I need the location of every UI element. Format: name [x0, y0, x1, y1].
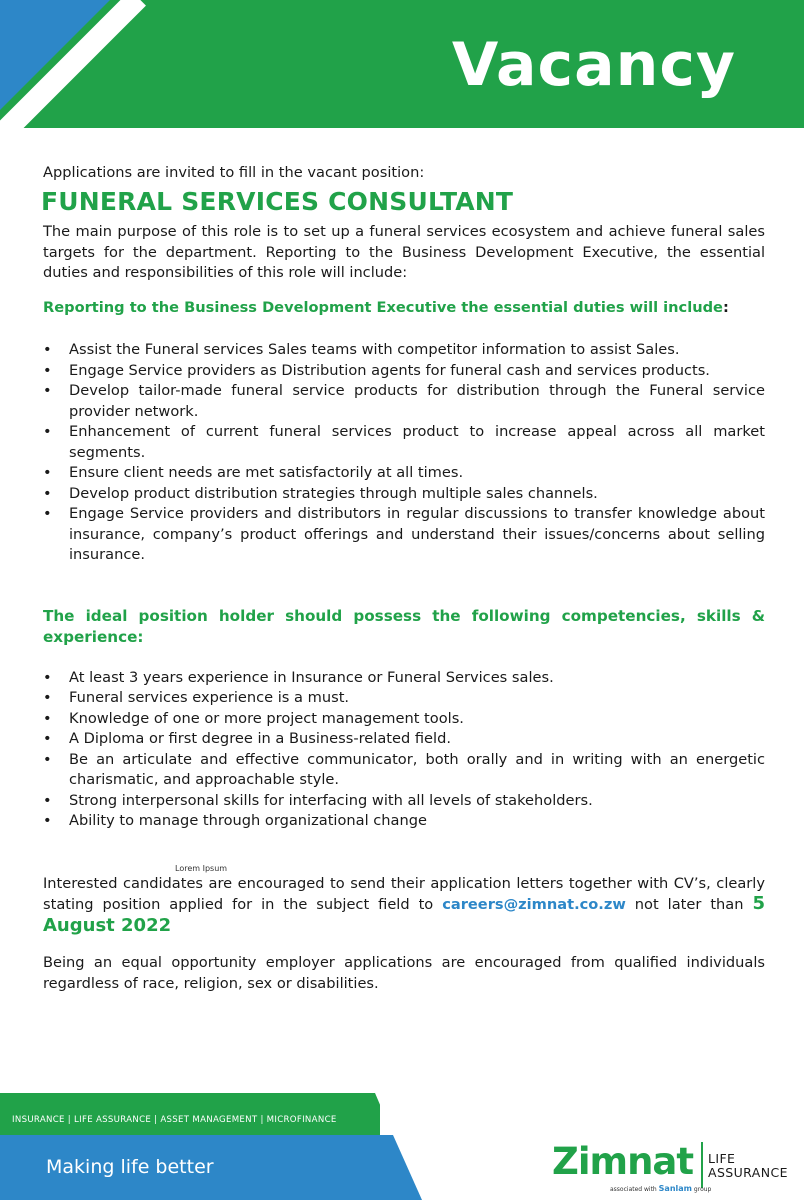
- header-banner: [0, 0, 804, 128]
- list-item: • Ensure client needs are met satisfactorily at all times.: [43, 463, 765, 484]
- apply-text-before: Interested candidates are encouraged to send their application letters together with CV’s, clearly stating position applied for in the subject field to: [43, 874, 765, 913]
- duties-list: [43, 340, 765, 566]
- list-item: • Engage Service providers as Distribution agents for funeral cash and services products.: [43, 361, 765, 382]
- list-item: • Ability to manage through organizational change: [43, 811, 765, 832]
- duties-heading-text: Reporting to the Business Development Executive the essential duties will include: [43, 298, 723, 316]
- list-item: • Knowledge of one or more project management tools.: [43, 709, 765, 730]
- list-item: • Develop tailor-made funeral service products for distribution through the Funeral service provider network.: [43, 381, 765, 422]
- logo-life-assurance: [708, 1152, 788, 1180]
- business-lines: INSURANCE | LIFE ASSURANCE | ASSET MANAGEMENT | MICROFINANCE: [12, 1115, 337, 1125]
- competencies-heading: The ideal position holder should possess the following competencies, skills & experience:: [43, 606, 765, 646]
- logo-association: [610, 1184, 711, 1193]
- apply-text-after: not later than: [625, 896, 753, 913]
- equal-opportunity-statement: Being an equal opportunity employer applications are encouraged from qualified individuals regardless of race, religion, sex or disabilities.: [43, 954, 765, 992]
- duties-heading-colon: :: [722, 298, 729, 316]
- list-item: • Funeral services experience is a must.: [43, 688, 765, 709]
- tagline: Making life better: [46, 1156, 214, 1178]
- logo-line-1: LIFE: [708, 1151, 736, 1166]
- competencies-list: [43, 668, 765, 832]
- intro-text: Applications are invited to fill in the vacant position:: [43, 164, 425, 181]
- logo-wordmark: Zimnat: [552, 1140, 694, 1183]
- logo-assoc-text: associated with: [610, 1186, 657, 1193]
- zimnat-logo: [552, 1142, 802, 1198]
- sanlam-logo: Sanlam: [658, 1184, 692, 1193]
- list-item: • Enhancement of current funeral services product to increase appeal across all market segments.: [43, 422, 765, 463]
- job-title: FUNERAL SERVICES CONSULTANT: [41, 186, 514, 216]
- list-item: • A Diploma or first degree in a Business-related field.: [43, 729, 765, 750]
- application-instructions: [43, 874, 765, 938]
- vacancy-body: [43, 163, 765, 994]
- logo-divider: [701, 1142, 703, 1188]
- page-title: Vacancy: [451, 30, 736, 100]
- list-item: • Engage Service providers and distributors in regular discussions to transfer knowledge about insurance, company’s product offerings and understand their issues/concerns about selling insurance.: [43, 504, 765, 566]
- list-item: • At least 3 years experience in Insurance or Funeral Services sales.: [43, 668, 765, 689]
- list-item: • Be an articulate and effective communicator, both orally and in writing with an energetic charismatic, and approachable style.: [43, 750, 765, 791]
- logo-group-text: group: [693, 1186, 712, 1193]
- list-item: • Develop product distribution strategies through multiple sales channels.: [43, 484, 765, 505]
- duties-heading: [43, 298, 765, 319]
- purpose-paragraph: The main purpose of this role is to set up a funeral services ecosystem and achieve funeral sales targets for the department. Reporting to the Business Development Executive, the essential duties and responsibilities of this role will include:: [43, 223, 765, 281]
- list-item: • Strong interpersonal skills for interfacing with all levels of stakeholders.: [43, 791, 765, 812]
- careers-email-link[interactable]: careers@zimnat.co.zw: [442, 896, 626, 913]
- application-deadline: 5 August 2022: [43, 893, 765, 936]
- list-item: • Assist the Funeral services Sales teams with competitor information to assist Sales.: [43, 340, 765, 361]
- logo-line-2: ASSURANCE: [708, 1165, 788, 1180]
- stray-placeholder-text: Lorem Ipsum: [175, 864, 228, 873]
- footer-green-band: [0, 1093, 380, 1135]
